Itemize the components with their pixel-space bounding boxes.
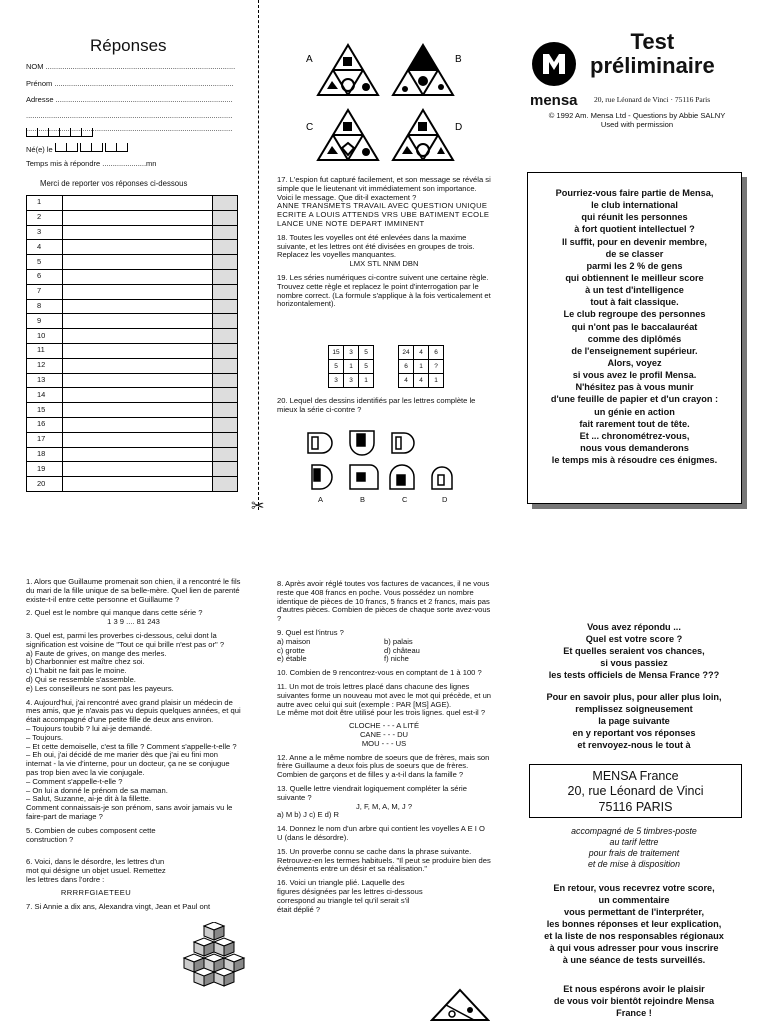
- answer-number: 2: [27, 210, 63, 225]
- shape-label-a: A: [318, 495, 324, 504]
- answer-number: 13: [27, 373, 63, 388]
- question-4-line: – Eh oui, j'ai décidé de me marier dès que j'ai eu fini mon internat - la vie d'interne, pour un docteur, ça ne se conjugue pas trop bien avec la vie conjugale.: [26, 750, 230, 777]
- question-13-series: J, F, M, A, M, J ?: [355, 801, 413, 811]
- answer-row: [27, 388, 238, 403]
- grid-cell: 24: [399, 346, 414, 360]
- triangle-label-a: A: [306, 54, 313, 65]
- grid-cell: 1: [359, 374, 374, 388]
- test-title: [590, 30, 715, 78]
- return-line: à qui vous adresser pour vous inscrire: [549, 942, 719, 953]
- answer-row: [27, 299, 238, 314]
- answer-number: 19: [27, 462, 63, 477]
- answer-row: [27, 447, 238, 462]
- answer-row: [27, 403, 238, 418]
- score-cell: [213, 417, 238, 432]
- more-info-line: remplissez soigneusement: [575, 703, 693, 714]
- answered-line: Vous avez répondu ...: [587, 622, 681, 632]
- question-4-line: – Et cette demoiselle, c'est ta fille ? Comment s'appelle-t-elle ?: [26, 741, 237, 751]
- intro-line: de se classer: [605, 248, 664, 259]
- score-cell: [213, 388, 238, 403]
- answer-row: [27, 269, 238, 284]
- address-line-3[interactable]: ...................................................................................................: [26, 124, 233, 133]
- answer-number: 20: [27, 477, 63, 492]
- question-20-shapes: [300, 425, 480, 509]
- intro-box: [527, 172, 742, 504]
- question-2-series: 1 3 9 .... 81 243: [107, 617, 160, 627]
- grid-cell: 4: [399, 374, 414, 388]
- question-10: 10. Combien de 9 rencontrez-vous en comptant de 1 à 100 ?: [277, 668, 482, 678]
- answer-number: 11: [27, 343, 63, 358]
- score-cell: [213, 255, 238, 270]
- questions-17-20: [277, 176, 491, 314]
- answer-number: 18: [27, 447, 63, 462]
- answer-cell[interactable]: [63, 269, 213, 284]
- question-13: 13. Quelle lettre viendrait logiquement compléter la série suivante ?: [277, 783, 467, 802]
- answer-cell[interactable]: [63, 329, 213, 344]
- intro-line: N'hésitez pas à vous munir: [575, 382, 694, 393]
- question-3-options: [26, 650, 241, 694]
- question-11-lines: [277, 722, 491, 748]
- answer-number: 9: [27, 314, 63, 329]
- postcode-boxes[interactable]: [26, 128, 93, 140]
- question-12: 12. Anne a le même nombre de soeurs que de frères, mais son frère Guillaume a deux fois plus de soeurs que de frères. Combien de garçons et de filles y a-t-il dans la famille ?: [277, 752, 490, 780]
- firstname-field[interactable]: Prénom ......................................................................................: [26, 79, 234, 88]
- more-info-block: [522, 692, 746, 752]
- question-14: 14. Donnez le nom d'un arbre qui contient les voyelles A E I O U (dans le désordre).: [277, 824, 485, 842]
- score-cell: [213, 432, 238, 447]
- intro-line: à un test d'intelligence: [585, 285, 684, 296]
- intro-line: comme des diplômés: [587, 333, 682, 344]
- question-11-b: Le même mot doit être utilisé pour les trois lignes. quel est-il ?: [277, 708, 486, 718]
- postage-note: [522, 826, 746, 870]
- answer-cell[interactable]: [63, 403, 213, 418]
- answer-number: 7: [27, 284, 63, 299]
- question-6-letters: RRRRFGIAETEEU: [60, 887, 132, 897]
- postage-line: au tarif lettre: [609, 836, 659, 847]
- score-cell: [213, 196, 238, 211]
- question-11-line: CLOCHE - - - A LITÉ: [348, 721, 420, 731]
- answer-row: [27, 343, 238, 358]
- question-4-line: – Toujours toubib ? lui ai-je demandé.: [26, 723, 153, 733]
- question-4-line: – Toujours.: [26, 732, 64, 742]
- address-line: 75116 PARIS: [598, 799, 673, 814]
- birthdate-label: Né(e) le: [26, 145, 53, 154]
- shape-label-c: C: [402, 495, 408, 504]
- answer-number: 6: [27, 269, 63, 284]
- score-cell: [213, 447, 238, 462]
- question-3-option: a) Faute de grives, on mange des merles.: [26, 648, 167, 658]
- return-line: En retour, vous recevrez votre score,: [553, 883, 715, 893]
- grid-cell: 1: [344, 360, 359, 374]
- copyright: [530, 112, 744, 130]
- question-9: 9. Quel est l'intrus ?: [277, 627, 344, 637]
- question-11: 11. Un mot de trois lettres placé dans chacune des lignes suivantes forme un nouveau mot avec le mot qui précède, et un autre avec celui qui suit (exemple : PAR [MS] AGE).: [277, 681, 492, 709]
- score-cell: [213, 314, 238, 329]
- address-line: MENSA France: [592, 769, 679, 783]
- closing-line: de vous voir bientôt rejoindre Mensa: [553, 995, 715, 1006]
- shape-label-d: D: [442, 495, 448, 504]
- grid-cell: 3: [344, 346, 359, 360]
- question-3: 3. Quel est, parmi les proverbes ci-dessous, celui dont la signification est voisine de "Tout ce qui brille n'est pas or" ?: [26, 630, 225, 649]
- triangle-figures: [298, 40, 478, 170]
- birthdate-field[interactable]: [26, 143, 128, 155]
- question-4-line: – On lui a donné le prénom de sa maman.: [26, 785, 168, 795]
- answer-row: [27, 196, 238, 211]
- answer-cell[interactable]: [63, 284, 213, 299]
- intro-line: Il suffit, pour en devenir membre,: [562, 236, 707, 247]
- question-8: 8. Après avoir réglé toutes vos factures de vacances, il ne vous reste que 408 francs en poche. Vous possédez un nombre identique de pièces de 10 francs, 5 francs et 2 francs, mais pas d'autres pièces. Combien de pièces de chaque sorte avez-vous ?: [277, 579, 491, 624]
- name-field[interactable]: NOM ...........................................................................................: [26, 62, 236, 71]
- return-block: [522, 883, 746, 967]
- grid-cell: 3: [329, 374, 344, 388]
- shape-label-b: B: [360, 495, 366, 504]
- test-title-line-1: Test: [630, 29, 675, 54]
- answer-number: 1: [27, 196, 63, 211]
- intro-line: de l'enseignement supérieur.: [571, 345, 698, 356]
- score-cell: [213, 403, 238, 418]
- score-cell: [213, 462, 238, 477]
- question-4-dialogue: [26, 725, 241, 804]
- triangle-label-c: C: [306, 122, 314, 133]
- answer-number: 3: [27, 225, 63, 240]
- answer-number: 10: [27, 329, 63, 344]
- answered-line: si vous passiez: [600, 657, 668, 668]
- intro-line: Et ... chronométrez-vous,: [579, 430, 690, 441]
- intro-line: qui réunit les personnes: [581, 212, 688, 223]
- folded-triangle-image: [430, 988, 490, 1022]
- answer-number: 17: [27, 432, 63, 447]
- closing-line: Et nous espérons avoir le plaisir: [563, 984, 705, 994]
- return-line: un commentaire: [598, 894, 670, 905]
- postage-line: accompagné de 5 timbres-poste: [571, 826, 697, 836]
- answer-cell[interactable]: [63, 240, 213, 255]
- question-9-option: a) maison: [277, 636, 311, 646]
- return-line: vous permettant de l'interpréter,: [563, 906, 705, 917]
- intro-line: nous vous demanderons: [580, 442, 689, 453]
- grid-cell: 3: [344, 374, 359, 388]
- question-6: 6. Voici, dans le désordre, les lettres d'un mot qui désigne un objet usuel. Remettez les lettres dans l'ordre :: [26, 857, 166, 884]
- question-4: 4. Aujourd'hui, j'ai rencontré avec grand plaisir un médecin de mes amis, que je n'avais pas vu depuis quelques années, et qui était accompagné d'une petite fille de deux ans environ.: [26, 697, 241, 725]
- question-17: 17. L'espion fut capturé facilement, et son message se révéla si simple que le lieutenant vit immédiatement son importance. Voici le message. Que dit-il exactement ?: [277, 175, 491, 202]
- answer-cell[interactable]: [63, 343, 213, 358]
- mensa-address-small: 20, rue Léonard de Vinci · 75116 Paris: [594, 95, 711, 104]
- question-7: 7. Si Annie a dix ans, Alexandra vingt, Jean et Paul ont: [26, 901, 211, 911]
- answers-title: Réponses: [90, 36, 167, 55]
- answer-row: [27, 225, 238, 240]
- number-grid-1: [328, 345, 374, 388]
- answers-table: [26, 195, 238, 492]
- answer-cell[interactable]: [63, 447, 213, 462]
- question-18-code: LMX STL NNM DBN: [349, 259, 419, 269]
- grid-cell: 1: [414, 360, 429, 374]
- score-cell: [213, 299, 238, 314]
- question-3-option: c) L'habit ne fait pas le moine.: [26, 666, 127, 676]
- answered-line: Et quelles seraient vos chances,: [563, 645, 705, 656]
- question-20: 20. Lequel des dessins identifiés par les lettres complète le mieux la série ci-contre ?: [277, 396, 476, 414]
- score-cell: [213, 269, 238, 284]
- question-3-option: d) Qui se ressemble s'assemble.: [26, 674, 136, 684]
- answer-cell[interactable]: [63, 255, 213, 270]
- answer-row: [27, 432, 238, 447]
- permission-line: Used with permission: [600, 119, 674, 129]
- answer-row: [27, 210, 238, 225]
- scissors-icon: ✂: [251, 498, 265, 515]
- answer-cell[interactable]: [63, 477, 213, 492]
- question-1: 1. Alors que Guillaume promenait son chien, il a rencontré le fils du mari de la fille unique de sa belle-mère. Quel lien de parenté existe-t-il entre cette personne et Guillaume ?: [26, 577, 241, 604]
- score-cell: [213, 240, 238, 255]
- score-cell: [213, 210, 238, 225]
- test-title-line-2: préliminaire: [590, 53, 715, 79]
- intro-line: tout à fait classique.: [590, 297, 679, 308]
- score-cell: [213, 329, 238, 344]
- answered-block: [522, 622, 746, 682]
- answer-cell[interactable]: [63, 358, 213, 373]
- question-9-options: [277, 638, 491, 664]
- question-4-line: – Salut, Suzanne, ai-je dit à la fillette.: [26, 794, 151, 804]
- return-line: les bonnes réponses et leur explication,: [546, 918, 722, 929]
- answer-row: [27, 358, 238, 373]
- answer-number: 14: [27, 388, 63, 403]
- questions-1-7: [26, 578, 241, 916]
- answer-number: 16: [27, 417, 63, 432]
- intro-line: fait rarement tout de tête.: [579, 418, 690, 429]
- score-cell: [213, 343, 238, 358]
- question-3-option: e) Les conseilleurs ne sont pas les payeurs.: [26, 683, 174, 693]
- answer-number: 4: [27, 240, 63, 255]
- answer-row: [27, 477, 238, 492]
- grid-cell: 1: [429, 374, 444, 388]
- answer-number: 12: [27, 358, 63, 373]
- answer-row: [27, 373, 238, 388]
- triangle-label-d: D: [455, 122, 463, 133]
- question-5: 5. Combien de cubes composent cette construction ?: [26, 825, 156, 844]
- grid-cell: 6: [429, 346, 444, 360]
- copyright-line: © 1992 Am. Mensa Ltd - Questions by Abbie SALNY: [548, 111, 726, 120]
- question-19: 19. Les séries numériques ci-contre suivent une certaine règle. Trouvez cette règle et replacez le point d'interrogation par le nombre correct. (La formule s'applique à la fois verticalement et horizontalement).: [277, 272, 491, 309]
- answer-cell[interactable]: [63, 314, 213, 329]
- answered-line: Quel est votre score ?: [585, 633, 683, 644]
- postage-line: et de mise à disposition: [588, 858, 680, 869]
- answer-cell[interactable]: [63, 462, 213, 477]
- intro-line: qui obtiennent le meilleur score: [565, 272, 704, 283]
- score-cell: [213, 477, 238, 492]
- question-9-option: c) grotte: [277, 645, 305, 655]
- intro-line: Alors, voyez: [607, 357, 662, 368]
- question-4-end: Comment connaissais-je son prénom, sans avoir jamais vu le faire-part de mariage ?: [26, 803, 233, 821]
- return-line: à une séance de tests surveillés.: [562, 954, 706, 965]
- more-info-line: et renvoyez-nous le tout à: [577, 739, 691, 750]
- answer-row: [27, 240, 238, 255]
- answer-cell[interactable]: [63, 196, 213, 211]
- question-9-option: b) palais: [384, 636, 413, 646]
- mensa-wordmark: mensa: [530, 92, 578, 109]
- address-line-2[interactable]: ...................................................................................................: [26, 111, 233, 120]
- question-16: 16. Voici un triangle plié. Laquelle des figures désignées par les lettres ci-dessous correspond au triangle tel qu'il serait s'il était déplié ?: [277, 878, 423, 914]
- answers-instruction: Merci de reporter vos réponses ci-dessous: [40, 179, 188, 188]
- answer-number: 8: [27, 299, 63, 314]
- intro-line: un génie en action: [594, 406, 675, 417]
- intro-line: le club international: [591, 200, 678, 211]
- intro-line: le temps mis à résoudre ces énigmes.: [551, 455, 718, 466]
- closing-line: France !: [616, 1007, 652, 1018]
- answer-row: [27, 462, 238, 477]
- grid-cell: ?: [429, 360, 444, 374]
- question-9-option: e) étable: [277, 654, 307, 664]
- more-info-line: la page suivante: [598, 715, 670, 726]
- intro-line: parmi les 2 % de gens: [586, 260, 683, 271]
- more-info-line: Pour en savoir plus, pour aller plus loin,: [546, 692, 722, 702]
- mensa-logo-icon: [530, 40, 580, 90]
- question-9-option: f) niche: [384, 654, 409, 664]
- answer-cell[interactable]: [63, 388, 213, 403]
- answer-cell[interactable]: [63, 210, 213, 225]
- questions-8-16: [277, 580, 491, 919]
- postage-line: pour frais de traitement: [588, 847, 680, 858]
- answer-row: [27, 417, 238, 432]
- question-17-code: ANNE TRANSMETS TRAVAIL AVEC QUESTION UNIQUE ECRITE A LOUIS ATTENDS VRS UBE BATIMENT ECOLE LANCE UNE NOTE DEPART IMMINENT: [277, 201, 490, 228]
- answered-line: les tests officiels de Mensa France ???: [548, 669, 720, 680]
- score-cell: [213, 358, 238, 373]
- answer-cell[interactable]: [63, 373, 213, 388]
- closing-block: [522, 984, 746, 1020]
- triangle-label-b: B: [455, 54, 462, 65]
- intro-line: Le club regroupe des personnes: [563, 309, 706, 320]
- score-cell: [213, 225, 238, 240]
- question-3-option: b) Charbonnier est maître chez soi.: [26, 657, 145, 667]
- answer-number: 15: [27, 403, 63, 418]
- answer-cell[interactable]: [63, 225, 213, 240]
- question-11-line: MOU - - - US: [361, 738, 407, 748]
- grid-cell: 4: [414, 346, 429, 360]
- question-9-option: d) château: [384, 645, 420, 655]
- mensa-address-box: [529, 764, 742, 818]
- return-line: et la liste de nos responsables régionaux: [544, 930, 724, 941]
- intro-line: qui n'ont pas le baccalauréat: [571, 321, 698, 332]
- answer-row: [27, 314, 238, 329]
- question-13-options: a) M b) J c) E d) R: [277, 810, 340, 820]
- time-field[interactable]: Temps mis à répondre .....................mn: [26, 159, 157, 168]
- score-cell: [213, 373, 238, 388]
- number-grid-2: [398, 345, 444, 388]
- address-field[interactable]: Adresse .....................................................................................: [26, 95, 233, 104]
- answer-cell[interactable]: [63, 432, 213, 447]
- question-2: 2. Quel est le nombre qui manque dans cette série ?: [26, 608, 203, 618]
- answer-cell[interactable]: [63, 299, 213, 314]
- more-info-line: en y reportant vos réponses: [572, 727, 696, 738]
- grid-cell: 15: [329, 346, 344, 360]
- answer-cell[interactable]: [63, 417, 213, 432]
- answer-row: [27, 329, 238, 344]
- answer-row: [27, 284, 238, 299]
- answer-row: [27, 255, 238, 270]
- question-15: 15. Un proverbe connu se cache dans la phrase suivante. Retrouvez-en les termes habituels. "Il peut se produire bien des événements entre un désir et sa réalisation.": [277, 846, 491, 874]
- cut-line: [258, 0, 259, 510]
- cube-construction-image: [178, 922, 248, 990]
- answer-number: 5: [27, 255, 63, 270]
- intro-line: si vous avez le profil Mensa.: [572, 370, 697, 381]
- intro-line: Pourriez-vous faire partie de Mensa,: [555, 188, 714, 198]
- grid-cell: 4: [414, 374, 429, 388]
- score-cell: [213, 284, 238, 299]
- grid-cell: 5: [329, 360, 344, 374]
- grid-cell: 5: [359, 346, 374, 360]
- question-4-line: – Comment s'appelle-t-elle ?: [26, 776, 123, 786]
- question-18: 18. Toutes les voyelles ont été enlevées dans la maxime suivante, et les lettres ont été divisées en groupes de trois. Replacez les voyelles manquantes.: [277, 232, 475, 260]
- intro-line: d'une feuille de papier et d'un crayon :: [550, 394, 719, 405]
- grid-cell: 5: [359, 360, 374, 374]
- address-line: 20, rue Léonard de Vinci: [567, 784, 704, 799]
- intro-line: à fort quotient intellectuel ?: [574, 224, 695, 235]
- grid-cell: 6: [399, 360, 414, 374]
- question-11-line: CANE - - - DU: [359, 729, 409, 739]
